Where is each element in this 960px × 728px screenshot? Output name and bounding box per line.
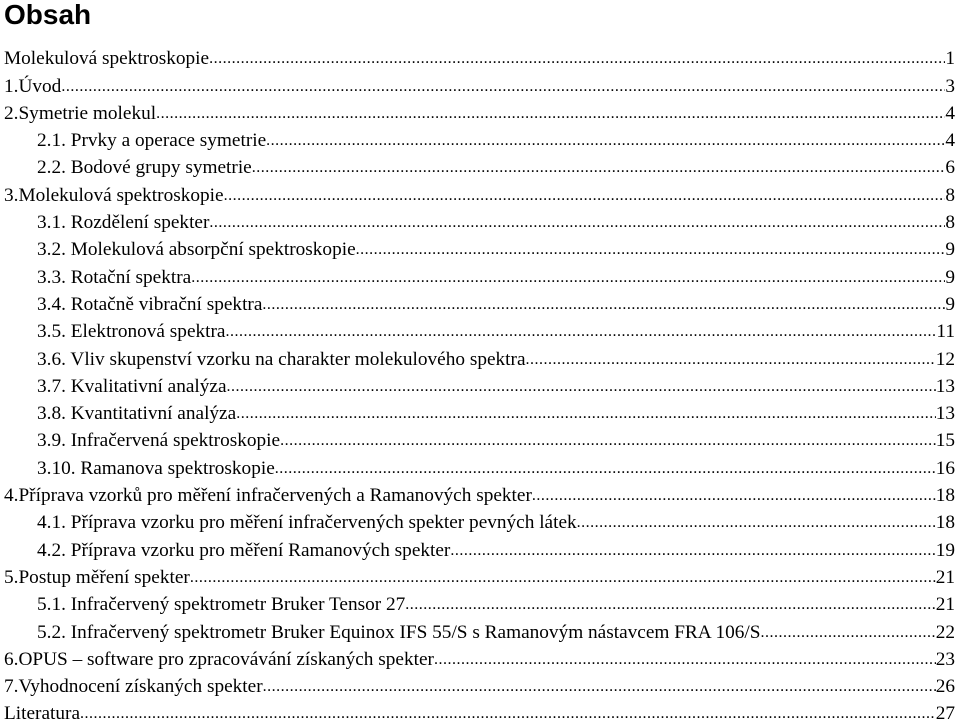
dot-leader bbox=[266, 130, 945, 152]
toc-entry-page-number: 4 bbox=[945, 102, 955, 124]
toc-entry[interactable] bbox=[4, 318, 955, 345]
toc-entry[interactable] bbox=[4, 427, 955, 454]
dot-leader bbox=[191, 267, 945, 289]
dot-leader bbox=[209, 212, 945, 234]
toc-entry[interactable] bbox=[4, 454, 955, 481]
toc-entry-label: 1.Úvod bbox=[4, 75, 62, 97]
toc-entry-label: 4.1. Příprava vzorku pro měření infračervených spekter pevných látek bbox=[37, 512, 577, 534]
toc-entry[interactable] bbox=[4, 291, 955, 318]
toc-entry-page-number: 6 bbox=[945, 157, 955, 179]
toc-entry[interactable] bbox=[4, 154, 955, 181]
toc-entry[interactable] bbox=[4, 100, 955, 127]
toc-entry[interactable] bbox=[4, 509, 955, 536]
toc-entry[interactable] bbox=[4, 400, 955, 427]
toc-entry-page-number: 23 bbox=[935, 648, 955, 670]
toc-entry-label: 3.7. Kvalitativní analýza bbox=[37, 375, 227, 397]
toc-entry-label: 7.Vyhodnocení získaných spekter bbox=[4, 676, 263, 698]
dot-leader bbox=[434, 649, 936, 671]
dot-leader bbox=[577, 512, 936, 534]
toc-entry-label: 3.10. Ramanova spektroskopie bbox=[37, 457, 275, 479]
toc-entry-page-number: 9 bbox=[945, 293, 955, 315]
toc-entry-page-number: 9 bbox=[945, 266, 955, 288]
toc-entry-page-number: 12 bbox=[935, 348, 955, 370]
dot-leader bbox=[190, 567, 936, 589]
toc-entry-label: 6.OPUS – software pro zpracovávání získaných spekter bbox=[4, 648, 434, 670]
dot-leader bbox=[61, 76, 945, 98]
toc-entry-label: 5.Postup měření spekter bbox=[4, 566, 190, 588]
dot-leader bbox=[252, 157, 946, 179]
dot-leader bbox=[450, 540, 935, 562]
toc-entry-page-number: 9 bbox=[945, 239, 955, 261]
toc-entry-page-number: 21 bbox=[935, 566, 955, 588]
dot-leader bbox=[405, 594, 935, 616]
toc-entry-label: 3.5. Elektronová spektra bbox=[37, 321, 226, 343]
toc-list bbox=[4, 45, 955, 727]
dot-leader bbox=[532, 485, 936, 507]
toc-entry-label: 3.9. Infračervená spektroskopie bbox=[37, 430, 281, 452]
toc-entry[interactable] bbox=[4, 646, 955, 673]
toc-entry-page-number: 21 bbox=[935, 594, 955, 616]
toc-entry-page-number: 26 bbox=[935, 676, 955, 698]
toc-entry-page-number: 15 bbox=[935, 430, 955, 452]
toc-entry-label: 5.2. Infračervený spektrometr Bruker Equinox IFS 55/S s Ramanovým nástavcem FRA 106/S bbox=[37, 621, 761, 643]
toc-entry-page-number: 11 bbox=[936, 321, 955, 343]
dot-leader bbox=[227, 376, 936, 398]
toc-entry-page-number: 27 bbox=[935, 703, 955, 725]
toc-entry-label: 3.3. Rotační spektra bbox=[37, 266, 192, 288]
toc-entry-label: 3.6. Vliv skupenství vzorku na charakter molekulového spektra bbox=[37, 348, 526, 370]
dot-leader bbox=[209, 48, 945, 70]
toc-entry[interactable] bbox=[4, 263, 955, 290]
toc-entry[interactable] bbox=[4, 45, 955, 72]
toc-entry[interactable] bbox=[4, 373, 955, 400]
toc-entry-page-number: 22 bbox=[935, 621, 955, 643]
toc-entry-page-number: 13 bbox=[935, 375, 955, 397]
toc-entry[interactable] bbox=[4, 673, 955, 700]
toc-entry-label: 3.4. Rotačně vibrační spektra bbox=[37, 293, 263, 315]
toc-entry[interactable] bbox=[4, 618, 955, 645]
toc-entry[interactable] bbox=[4, 591, 955, 618]
dot-leader bbox=[80, 703, 936, 725]
toc-entry-page-number: 16 bbox=[935, 457, 955, 479]
toc-entry-page-number: 18 bbox=[935, 512, 955, 534]
toc-entry-label: 4.2. Příprava vzorku pro měření Ramanových spekter bbox=[37, 539, 451, 561]
toc-entry-page-number: 3 bbox=[945, 75, 955, 97]
toc-entry[interactable] bbox=[4, 236, 955, 263]
page-title: Obsah bbox=[4, 0, 92, 30]
dot-leader bbox=[356, 239, 946, 261]
dot-leader bbox=[225, 321, 936, 343]
toc-entry-label: 2.1. Prvky a operace symetrie bbox=[37, 130, 267, 152]
toc-entry-label: 5.1. Infračervený spektrometr Bruker Tensor 27 bbox=[37, 594, 406, 616]
toc-entry-label: 3.Molekulová spektroskopie bbox=[4, 184, 224, 206]
toc-entry-label: Literatura bbox=[4, 703, 81, 725]
toc-entry[interactable] bbox=[4, 181, 955, 208]
toc-entry[interactable] bbox=[4, 700, 955, 727]
toc-entry[interactable] bbox=[4, 209, 955, 236]
dot-leader bbox=[156, 103, 945, 125]
toc-entry[interactable] bbox=[4, 564, 955, 591]
toc-entry-label: Molekulová spektroskopie bbox=[4, 48, 210, 70]
toc-entry-label: 4.Příprava vzorků pro měření infračervených a Ramanových spekter bbox=[4, 485, 532, 507]
dot-leader bbox=[236, 403, 936, 425]
dot-leader bbox=[224, 185, 946, 207]
toc-entry-label: 3.8. Kvantitativní analýza bbox=[37, 403, 237, 425]
dot-leader bbox=[263, 676, 936, 698]
toc-entry-page-number: 13 bbox=[935, 403, 955, 425]
toc-entry[interactable] bbox=[4, 72, 955, 99]
toc-entry[interactable] bbox=[4, 482, 955, 509]
toc-entry-page-number: 19 bbox=[935, 539, 955, 561]
toc-entry-page-number: 18 bbox=[935, 485, 955, 507]
toc-entry-page-number: 8 bbox=[945, 184, 955, 206]
dot-leader bbox=[280, 430, 936, 452]
toc-entry-label: 2.2. Bodové grupy symetrie bbox=[37, 157, 252, 179]
dot-leader bbox=[526, 349, 936, 371]
toc-entry-label: 3.2. Molekulová absorpční spektroskopie bbox=[37, 239, 356, 261]
dot-leader bbox=[262, 294, 945, 316]
toc-entry[interactable] bbox=[4, 127, 955, 154]
toc-entry-page-number: 8 bbox=[945, 212, 955, 234]
toc-entry-label: 3.1. Rozdělení spekter bbox=[37, 212, 210, 234]
dot-leader bbox=[760, 622, 935, 644]
toc-entry-label: 2.Symetrie molekul bbox=[4, 102, 157, 124]
toc-entry[interactable] bbox=[4, 345, 955, 372]
toc-entry-page-number: 1 bbox=[945, 48, 955, 70]
toc-entry-page-number: 4 bbox=[945, 130, 955, 152]
toc-entry[interactable] bbox=[4, 536, 955, 563]
dot-leader bbox=[275, 458, 936, 480]
